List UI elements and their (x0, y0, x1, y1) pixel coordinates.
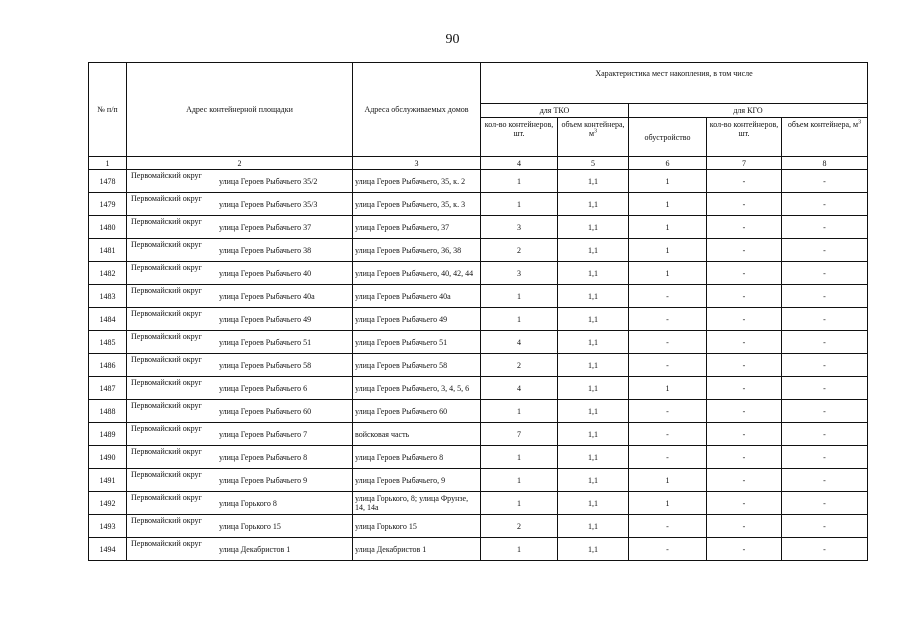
table-row (89, 492, 868, 515)
column-number: 6 (629, 157, 707, 170)
column-number: 3 (353, 157, 481, 170)
site-street: улица Героев Рыбачьего 35/3 (219, 200, 318, 209)
row-number: 1481 (89, 239, 127, 262)
kgo-arrangement: 1 (629, 262, 707, 285)
site-district: Первомайский округ (131, 217, 202, 226)
header-kgo-count: кол-во контейнеров, шт. (707, 118, 782, 157)
kgo-count: - (707, 446, 782, 469)
site-address (127, 170, 353, 193)
served-addresses: улица Героев Рыбачьего 40а (353, 285, 481, 308)
header-kgo-volume-cube: 3 (858, 119, 862, 126)
kgo-volume: - (782, 469, 868, 492)
site-address (127, 216, 353, 239)
served-addresses: войсковая часть (353, 423, 481, 446)
column-numbers-row (89, 157, 868, 170)
site-address (127, 239, 353, 262)
tko-count: 1 (481, 193, 558, 216)
site-street: улица Героев Рыбачьего 9 (219, 476, 308, 485)
served-addresses: улица Героев Рыбачьего 51 (353, 331, 481, 354)
served-addresses: улица Героев Рыбачьего, 3, 4, 5, 6 (353, 377, 481, 400)
tko-volume: 1,1 (558, 170, 629, 193)
kgo-arrangement: - (629, 423, 707, 446)
row-number: 1491 (89, 469, 127, 492)
kgo-volume: - (782, 331, 868, 354)
site-district: Первомайский округ (131, 493, 202, 502)
kgo-count: - (707, 538, 782, 561)
site-district: Первомайский округ (131, 516, 202, 525)
row-number: 1479 (89, 193, 127, 216)
site-address (127, 308, 353, 331)
kgo-count: - (707, 170, 782, 193)
kgo-volume: - (782, 446, 868, 469)
served-addresses: улица Героев Рыбачьего, 36, 38 (353, 239, 481, 262)
kgo-count: - (707, 262, 782, 285)
kgo-arrangement: 1 (629, 239, 707, 262)
tko-volume: 1,1 (558, 216, 629, 239)
kgo-arrangement: - (629, 446, 707, 469)
site-address (127, 492, 353, 515)
table-row (89, 193, 868, 216)
site-street: улица Горького 15 (219, 522, 281, 531)
site-address (127, 423, 353, 446)
header-served: Адреса обслуживаемых домов (353, 63, 481, 157)
site-street: улица Героев Рыбачьего 49 (219, 315, 312, 324)
tko-volume: 1,1 (558, 423, 629, 446)
site-street: улица Героев Рыбачьего 37 (219, 223, 312, 232)
tko-volume: 1,1 (558, 193, 629, 216)
table-row (89, 469, 868, 492)
tko-volume: 1,1 (558, 354, 629, 377)
header-group-tko: для ТКО (481, 104, 629, 118)
kgo-count: - (707, 308, 782, 331)
site-district: Первомайский округ (131, 378, 202, 387)
site-address (127, 262, 353, 285)
kgo-arrangement: 1 (629, 170, 707, 193)
row-number: 1486 (89, 354, 127, 377)
kgo-arrangement: 1 (629, 469, 707, 492)
tko-volume: 1,1 (558, 285, 629, 308)
tko-count: 7 (481, 423, 558, 446)
tko-count: 3 (481, 262, 558, 285)
tko-count: 4 (481, 331, 558, 354)
kgo-arrangement: - (629, 538, 707, 561)
tko-count: 2 (481, 239, 558, 262)
header-tko-count: кол-во контейнеров, шт. (481, 118, 558, 157)
site-address (127, 515, 353, 538)
site-address (127, 469, 353, 492)
tko-count: 1 (481, 538, 558, 561)
tko-volume: 1,1 (558, 377, 629, 400)
kgo-volume: - (782, 538, 868, 561)
site-address (127, 446, 353, 469)
column-number: 5 (558, 157, 629, 170)
site-street: улица Героев Рыбачьего 40а (219, 292, 315, 301)
table-row (89, 377, 868, 400)
site-address (127, 354, 353, 377)
site-district: Первомайский округ (131, 263, 202, 272)
kgo-volume: - (782, 354, 868, 377)
kgo-volume: - (782, 423, 868, 446)
tko-volume: 1,1 (558, 492, 629, 515)
site-address (127, 331, 353, 354)
kgo-volume: - (782, 193, 868, 216)
site-street: улица Героев Рыбачьего 7 (219, 430, 308, 439)
kgo-count: - (707, 193, 782, 216)
site-district: Первомайский округ (131, 424, 202, 433)
column-number: 4 (481, 157, 558, 170)
site-district: Первомайский округ (131, 240, 202, 249)
table-row (89, 515, 868, 538)
tko-count: 2 (481, 515, 558, 538)
site-street: улица Героев Рыбачьего 8 (219, 453, 308, 462)
tko-volume: 1,1 (558, 308, 629, 331)
tko-count: 1 (481, 170, 558, 193)
kgo-volume: - (782, 492, 868, 515)
kgo-arrangement: - (629, 354, 707, 377)
served-addresses: улица Героев Рыбачьего, 9 (353, 469, 481, 492)
site-address (127, 193, 353, 216)
served-addresses: улица Героев Рыбачьего, 37 (353, 216, 481, 239)
kgo-volume: - (782, 308, 868, 331)
kgo-volume: - (782, 239, 868, 262)
row-number: 1478 (89, 170, 127, 193)
kgo-count: - (707, 400, 782, 423)
tko-count: 1 (481, 400, 558, 423)
kgo-volume: - (782, 377, 868, 400)
tko-volume: 1,1 (558, 262, 629, 285)
tko-volume: 1,1 (558, 469, 629, 492)
tko-count: 4 (481, 377, 558, 400)
kgo-volume: - (782, 515, 868, 538)
tko-volume: 1,1 (558, 239, 629, 262)
kgo-count: - (707, 492, 782, 515)
site-street: улица Героев Рыбачьего 40 (219, 269, 312, 278)
site-street: улица Героев Рыбачьего 38 (219, 246, 312, 255)
kgo-volume: - (782, 216, 868, 239)
header-kgo-arrangement: обустройство (629, 118, 707, 157)
table-row (89, 446, 868, 469)
kgo-volume: - (782, 170, 868, 193)
header-kgo-volume (782, 118, 868, 157)
site-district: Первомайский округ (131, 309, 202, 318)
tko-count: 1 (481, 285, 558, 308)
header-characteristics: Характеристика мест накопления, в том числе (481, 63, 868, 104)
kgo-arrangement: 1 (629, 193, 707, 216)
header-tko-volume-text: объем контейнера, м (561, 120, 625, 138)
row-number: 1482 (89, 262, 127, 285)
tko-volume: 1,1 (558, 331, 629, 354)
row-number: 1480 (89, 216, 127, 239)
row-number: 1483 (89, 285, 127, 308)
served-addresses: улица Героев Рыбачьего 58 (353, 354, 481, 377)
site-address (127, 400, 353, 423)
kgo-count: - (707, 469, 782, 492)
served-addresses: улица Горького 15 (353, 515, 481, 538)
site-street: улица Героев Рыбачьего 58 (219, 361, 312, 370)
table-row (89, 285, 868, 308)
table-row (89, 239, 868, 262)
site-district: Первомайский округ (131, 286, 202, 295)
kgo-arrangement: 1 (629, 492, 707, 515)
site-street: улица Горького 8 (219, 499, 277, 508)
kgo-count: - (707, 331, 782, 354)
kgo-volume: - (782, 400, 868, 423)
kgo-count: - (707, 377, 782, 400)
table-row (89, 354, 868, 377)
header-address: Адрес контейнерной площадки (127, 63, 353, 157)
kgo-count: - (707, 239, 782, 262)
kgo-count: - (707, 354, 782, 377)
kgo-arrangement: 1 (629, 216, 707, 239)
site-district: Первомайский округ (131, 355, 202, 364)
site-street: улица Героев Рыбачьего 51 (219, 338, 312, 347)
container-sites-table (88, 62, 868, 561)
table-header (89, 63, 868, 170)
kgo-arrangement: - (629, 308, 707, 331)
site-street: улица Декабристов 1 (219, 545, 291, 554)
kgo-arrangement: - (629, 400, 707, 423)
table-row (89, 262, 868, 285)
kgo-volume: - (782, 262, 868, 285)
row-number: 1493 (89, 515, 127, 538)
served-addresses: улица Героев Рыбачьего 49 (353, 308, 481, 331)
tko-count: 1 (481, 492, 558, 515)
column-number: 7 (707, 157, 782, 170)
row-number: 1492 (89, 492, 127, 515)
row-number: 1485 (89, 331, 127, 354)
row-number: 1494 (89, 538, 127, 561)
kgo-arrangement: - (629, 331, 707, 354)
site-street: улица Героев Рыбачьего 6 (219, 384, 308, 393)
served-addresses: улица Героев Рыбачьего 60 (353, 400, 481, 423)
table-row (89, 216, 868, 239)
site-district: Первомайский округ (131, 447, 202, 456)
column-number: 1 (89, 157, 127, 170)
table-row (89, 423, 868, 446)
kgo-volume: - (782, 285, 868, 308)
tko-count: 1 (481, 446, 558, 469)
site-district: Первомайский округ (131, 470, 202, 479)
site-district: Первомайский округ (131, 332, 202, 341)
tko-count: 2 (481, 354, 558, 377)
site-district: Первомайский округ (131, 401, 202, 410)
header-num: № п/п (89, 63, 127, 157)
kgo-arrangement: - (629, 285, 707, 308)
table-body (89, 170, 868, 561)
row-number: 1489 (89, 423, 127, 446)
served-addresses: улица Героев Рыбачьего, 35, к. 2 (353, 170, 481, 193)
site-address (127, 285, 353, 308)
tko-count: 1 (481, 308, 558, 331)
tko-volume: 1,1 (558, 400, 629, 423)
site-street: улица Героев Рыбачьего 60 (219, 407, 312, 416)
column-number: 2 (127, 157, 353, 170)
tko-volume: 1,1 (558, 538, 629, 561)
table-row (89, 400, 868, 423)
header-group-kgo: для КГО (629, 104, 868, 118)
table-row (89, 538, 868, 561)
table-row (89, 308, 868, 331)
site-district: Первомайский округ (131, 171, 202, 180)
served-addresses: улица Горького, 8; улица Фрунзе, 14, 14а (353, 492, 481, 515)
kgo-arrangement: - (629, 515, 707, 538)
tko-count: 3 (481, 216, 558, 239)
site-district: Первомайский округ (131, 539, 202, 548)
table-row (89, 331, 868, 354)
table-row (89, 170, 868, 193)
row-number: 1490 (89, 446, 127, 469)
column-number: 8 (782, 157, 868, 170)
site-district: Первомайский округ (131, 194, 202, 203)
kgo-count: - (707, 423, 782, 446)
site-address (127, 538, 353, 561)
served-addresses: улица Декабристов 1 (353, 538, 481, 561)
site-address (127, 377, 353, 400)
kgo-arrangement: 1 (629, 377, 707, 400)
served-addresses: улица Героев Рыбачьего, 40, 42, 44 (353, 262, 481, 285)
tko-volume: 1,1 (558, 446, 629, 469)
header-tko-volume-cube: 3 (594, 128, 598, 135)
tko-count: 1 (481, 469, 558, 492)
kgo-count: - (707, 515, 782, 538)
header-tko-volume (558, 118, 629, 157)
row-number: 1487 (89, 377, 127, 400)
tko-volume: 1,1 (558, 515, 629, 538)
served-addresses: улица Героев Рыбачьего 8 (353, 446, 481, 469)
row-number: 1484 (89, 308, 127, 331)
site-street: улица Героев Рыбачьего 35/2 (219, 177, 318, 186)
kgo-count: - (707, 285, 782, 308)
served-addresses: улица Героев Рыбачьего, 35, к. 3 (353, 193, 481, 216)
row-number: 1488 (89, 400, 127, 423)
kgo-count: - (707, 216, 782, 239)
page-number: 90 (445, 32, 460, 47)
header-kgo-volume-text: объем контейнера, м (787, 120, 859, 129)
